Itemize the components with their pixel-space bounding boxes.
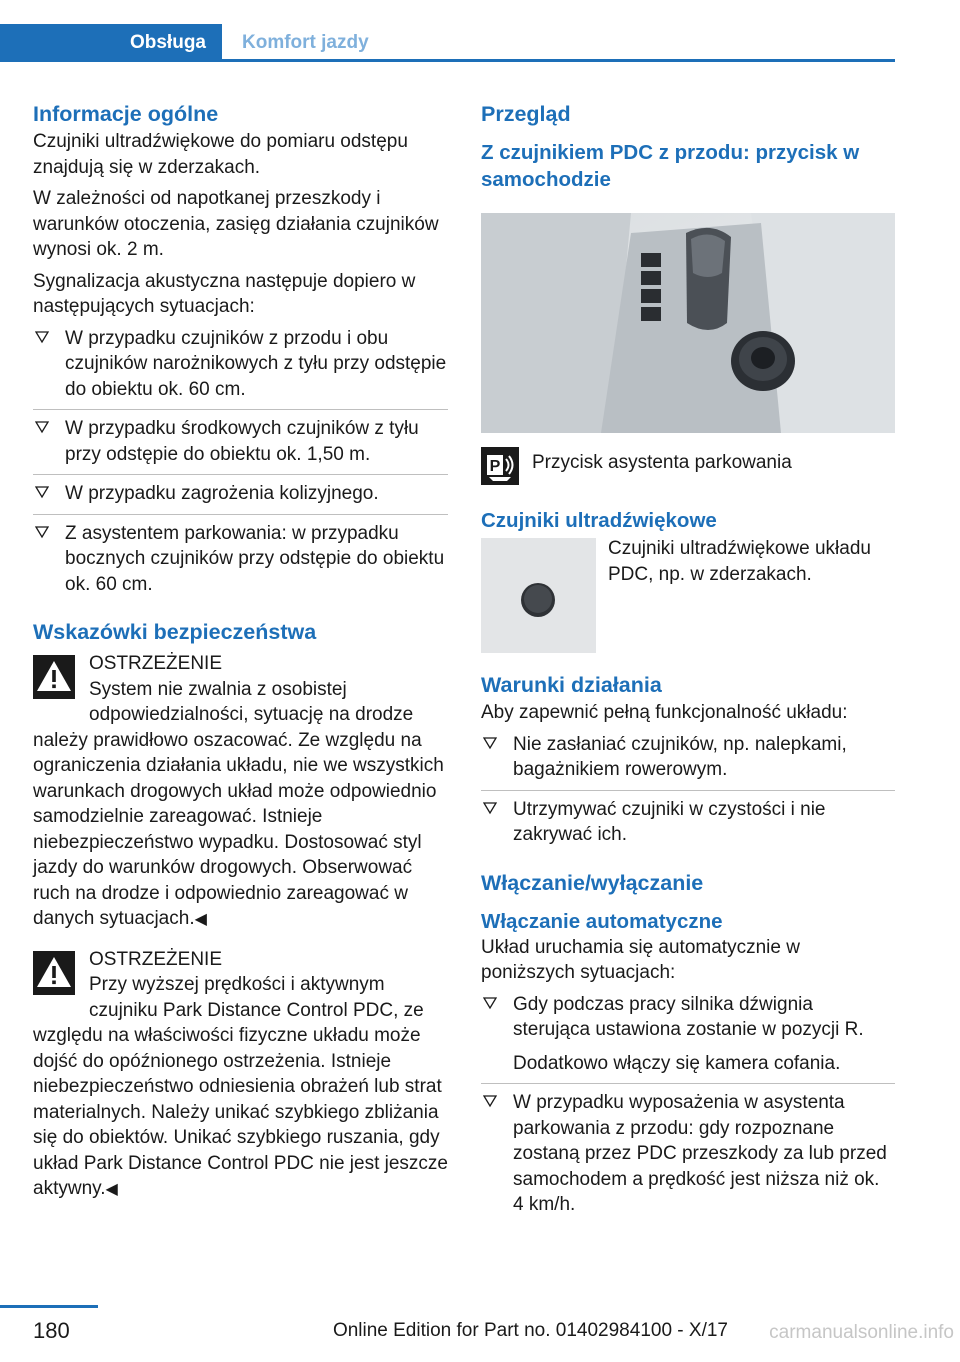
list-item-text: Gdy podczas pracy silnika dźwignia sterująca ustawiona zostanie w pozycji R.: [513, 993, 864, 1040]
warning-text-wrap: [33, 972, 448, 1203]
tab-komfort-jazdy[interactable]: Komfort jazdy: [242, 32, 369, 53]
triangle-bullet-icon: [483, 996, 497, 1010]
footer-rule: [0, 1305, 98, 1308]
list-item: [33, 515, 448, 605]
button-caption: Przycisk asystenta parkowania: [532, 452, 792, 473]
acoustic-signal-list: [33, 320, 448, 605]
svg-text:P: P: [489, 458, 501, 475]
end-mark-icon: ◀: [194, 911, 207, 928]
triangle-bullet-icon: [35, 420, 49, 434]
list-item: [33, 475, 448, 515]
list-item-text: Utrzymywać czujniki w czystości i nie zakrywać ich.: [513, 798, 826, 845]
tab-obsluga[interactable]: Obsługa: [0, 24, 222, 62]
warning-text: System nie zwalnia z osobistej odpowiedzialności, sytuację na drodze należy prawidłowo oszacować. Ze względu na ograniczenia działania układu, nie we wszystkich warunkach drogowych układ może odpowiednio samodzielnie zareagować. Istnieje niebezpieczeństwo wypadku. Dostosować styl jazdy do warunków drogowych. Obserwować ruch na drodze i odpowiednio zareagować w danych sytuacjach.: [33, 678, 444, 929]
overview-heading: Przegląd: [481, 102, 571, 126]
header-tabbar: [0, 24, 895, 62]
triangle-bullet-icon: [483, 801, 497, 815]
general-info-p2: W zależności od napotkanej przeszkody i warunków otoczenia, zasięg działania czujników wynosi ok. 2 m.: [33, 188, 439, 260]
list-item-text: W przypadku wyposażenia w asystenta parkowania z przodu: gdy rozpoznane zostaną przez PDC przeszkody za lub przed samochodem a prędkość jest niższa niż ok. 4 km/h.: [513, 1092, 887, 1215]
list-item: [33, 410, 448, 475]
triangle-bullet-icon: [483, 1094, 497, 1108]
warning-icon: [33, 655, 75, 699]
conditions-list: [481, 726, 895, 855]
triangle-bullet-icon: [35, 485, 49, 499]
warning-text-wrap: [33, 677, 448, 933]
right-column: [481, 100, 895, 1225]
triangle-bullet-icon: [483, 736, 497, 750]
triangle-bullet-icon: [35, 525, 49, 539]
edition-note: Online Edition for Part no. 01402984100 - X/17: [332, 1320, 728, 1341]
list-item: [481, 1084, 895, 1225]
list-item-text: W przypadku czujników z przodu i obu czujników narożnikowych z tyłu przy odstępie do obiektu ok. 60 cm.: [65, 327, 447, 400]
triangle-bullet-icon: [35, 330, 49, 344]
list-item-text: Nie zasłaniać czujników, np. nalepkami, bagażnikiem rowerowym.: [513, 733, 847, 780]
list-item: [33, 320, 448, 411]
list-item: [481, 726, 895, 791]
list-item-subtext: Dodatkowo włączy się kamera cofania.: [513, 1052, 841, 1074]
header-rule: [222, 59, 895, 62]
auto-on-list: [481, 986, 895, 1225]
list-item-text: W przypadku zagrożenia kolizyjnego.: [65, 483, 379, 504]
button-caption-row: [481, 447, 895, 485]
warning-text: Przy wyższej prędkości i aktywnym czujniku Park Distance Control PDC, ze względu na właściwości fizyczne układu może dojść do opóźnionego ostrzeżenia. Istnieje niebezpieczeństwo odniesienia obrażeń lub strat materialnych. Należy unikać szybkiego zbliżania się do obiektów. Unikać szybkiego ruszania, gdy układ Park Distance Control PDC nie jest jeszcze aktywny.: [33, 974, 449, 1199]
conditions-intro: Aby zapewnić pełną funkcjonalność układu:: [481, 702, 848, 723]
sensors-text: Czujniki ultradźwiękowe układu PDC, np. w zderzakach.: [608, 538, 871, 585]
general-info-p3: Sygnalizacja akustyczna następuje dopiero w następujących sytuacjach:: [33, 270, 416, 317]
warning-block-1: [33, 651, 448, 933]
warning-block-2: [33, 947, 448, 1203]
front-pdc-heading: Z czujnikiem PDC z przodu: przycisk w samochodzie: [481, 141, 860, 191]
page-number: 180: [33, 1318, 70, 1343]
parking-assistant-button-icon: [481, 447, 519, 485]
list-item: [481, 986, 895, 1085]
onoff-heading: Włączanie/wyłączanie: [481, 870, 704, 895]
general-info-heading: Informacje ogólne: [33, 102, 219, 126]
console-photo: [481, 213, 895, 433]
conditions-heading: Warunki działania: [481, 673, 662, 697]
end-mark-icon: ◀: [105, 1181, 118, 1198]
left-column: [33, 100, 448, 1203]
sensor-row: [481, 538, 895, 653]
ultrasonic-sensor-photo: [481, 538, 596, 653]
warning-title: OSTRZEŻENIE: [89, 653, 223, 674]
list-item-text: W przypadku środkowych czujników z tyłu przy odstępie do obiektu ok. 1,50 m.: [65, 418, 419, 465]
auto-on-intro: Układ uruchamia się automatycznie w poniższych sytuacjach:: [481, 936, 800, 983]
safety-heading: Wskazówki bezpieczeństwa: [33, 620, 317, 644]
warning-icon: [33, 951, 75, 995]
watermark: carmanualsonline.info: [769, 1322, 954, 1343]
warning-title: OSTRZEŻENIE: [89, 948, 223, 970]
general-info-p1: Czujniki ultradźwiękowe do pomiaru odstępu znajdują się w zderzakach.: [33, 131, 408, 178]
sensors-heading: Czujniki ultradźwiękowe: [481, 509, 717, 532]
auto-on-heading: Włączanie automatyczne: [481, 909, 723, 933]
list-item: [481, 791, 895, 855]
list-item-text: Z asystentem parkowania: w przypadku bocznych czujników przy odstępie do obiektu ok. 60 cm.: [65, 522, 445, 595]
